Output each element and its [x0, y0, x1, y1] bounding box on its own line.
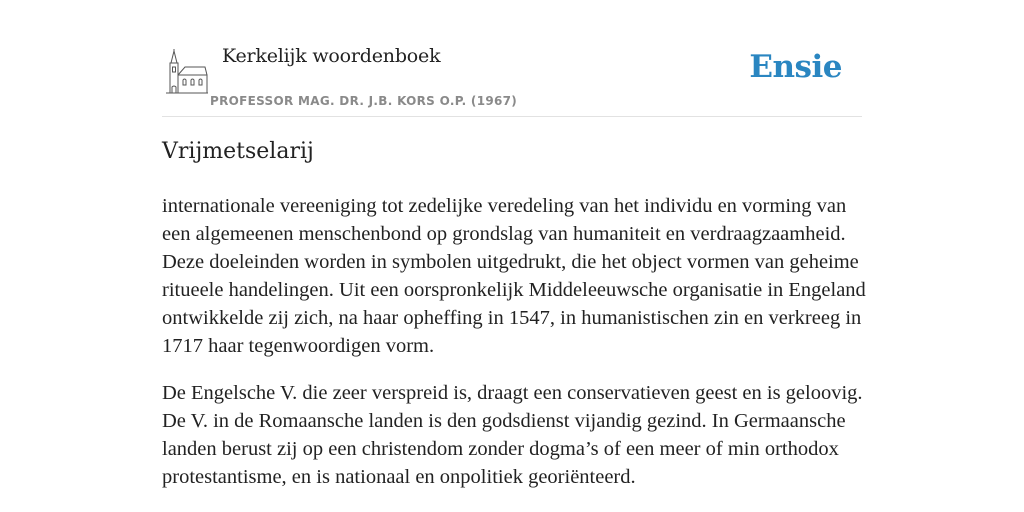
brand-logo[interactable]: Ensie — [749, 49, 842, 85]
article-paragraph: De Engelsche V. die zeer verspreid is, draagt een conservatieven geest en is geloovig. De V. in de Romaansche landen is den godsdienst vijandig gezind. In Germaansche landen berust zij op een christendom zonder dogma’s of een meer of min orthodox protestantisme, en is nationaal en onpolitiek georiënteerd. — [162, 382, 863, 488]
church-icon[interactable] — [165, 49, 209, 95]
book-title[interactable]: Kerkelijk woordenboek — [222, 45, 441, 67]
page — [162, 0, 866, 488]
header — [162, 0, 862, 117]
author-line: PROFESSOR MAG. DR. J.B. KORS O.P. (1967) — [210, 94, 518, 108]
article-paragraph: internationale vereeniging tot zedelijke veredeling van het individu en vorming van een algemeenen menschenbond op grondslag van humaniteit en verdraagzaamheid. Deze doeleinden worden in symbolen uitgedrukt, die het object vormen van geheime ritueele handelingen. Uit een oorspronkelijk Middeleeuwsche organisatie in Engeland ontwikkelde zij zich, na haar opheffing in 1547, in humanistischen zin en verkreeg in 1717 haar tegenwoordigen vorm. — [162, 195, 866, 357]
article-title: Vrijmetselarij — [162, 139, 314, 164]
